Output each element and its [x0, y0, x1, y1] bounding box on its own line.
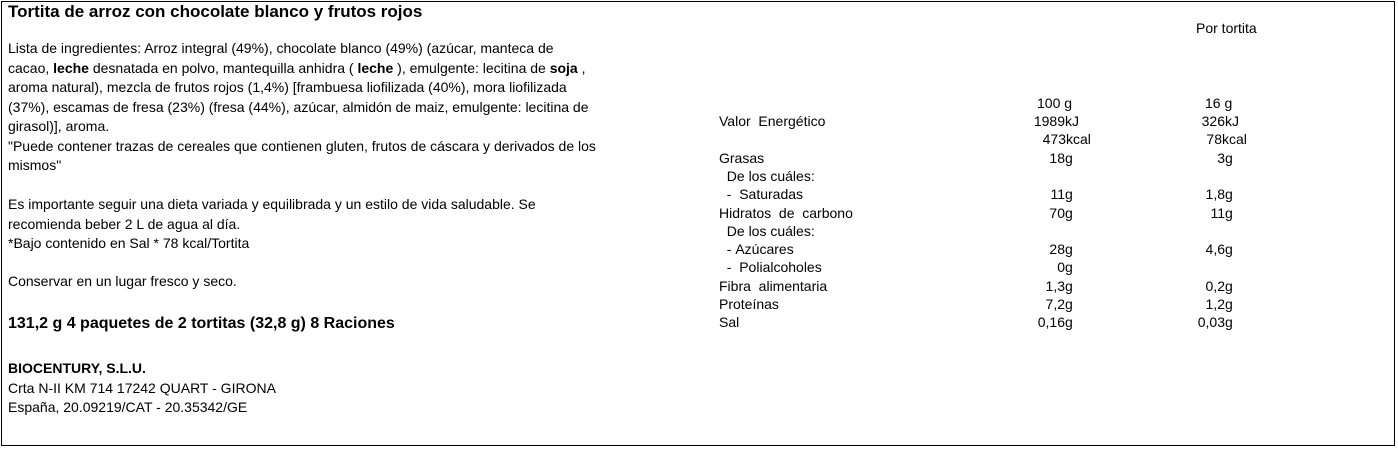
advice-line: recomienda beber 2 L de agua al día. — [8, 215, 241, 232]
nutrition-row — [0, 149, 1398, 167]
nutrient-label: De los cuáles: — [719, 167, 815, 184]
value-per-portion-unit: g — [1225, 204, 1233, 221]
value-per-portion — [1210, 204, 1234, 222]
ingredient-text: ), emulgente: lecitina de — [393, 59, 550, 76]
value-per-100g-unit: g — [1065, 149, 1073, 166]
nutrition-row — [0, 258, 1398, 276]
advice-line: Es importante seguir una dieta variada y equilibrada y un estilo de vida saludable. Se — [8, 196, 536, 212]
value-per-portion — [1206, 277, 1234, 295]
nutrient-label: De los cuáles: — [719, 222, 815, 239]
value-per-100g-unit: g — [1065, 241, 1073, 258]
value-per-portion-unit: g — [1225, 277, 1233, 294]
nutrient-label: - Saturadas — [719, 186, 804, 203]
value-per-portion-value: 0,2 — [1205, 277, 1225, 294]
nutrition-row — [0, 295, 1398, 313]
nutrient-label: - Azúcares — [719, 241, 794, 258]
ingredient-text: (37%), escamas de fresa (23%) (fresa (44%), azúcar, almidón de maiz, emulgente: lecitina de — [8, 98, 589, 115]
value-per-100g-value: 0,16 — [1037, 314, 1065, 331]
value-per-portion-value: 78 — [1206, 131, 1222, 148]
col-100g-header: 100 g — [1037, 95, 1073, 111]
value-per-100g — [1049, 204, 1074, 222]
nutrient-label: - Polialcoholes — [719, 259, 822, 276]
company-info — [8, 359, 276, 418]
nutrition-row — [0, 240, 1398, 258]
value-per-100g-value: 473 — [1042, 131, 1066, 148]
low-salt-note: *Bajo contenido en Sal * 78 kcal/Tortita — [8, 235, 250, 251]
ingredient-text: desnatada en polvo, mantequilla anhidra ( — [88, 59, 358, 76]
value-per-100g — [1049, 240, 1074, 258]
value-per-100g-unit: g — [1065, 204, 1073, 221]
value-per-100g — [1057, 258, 1074, 276]
value-per-100g — [1050, 185, 1074, 203]
nutrition-row — [0, 204, 1398, 222]
ingredient-text: girasol)], aroma. — [8, 118, 110, 134]
ingredients-line — [8, 59, 596, 79]
company-name: BIOCENTURY, S.L.U. — [8, 360, 146, 376]
value-per-100g-value: 28 — [1049, 241, 1065, 258]
value-per-portion-unit: g — [1225, 296, 1233, 312]
value-per-portion-value: 1,2 — [1205, 296, 1225, 312]
nutrition-header-row — [0, 94, 1398, 112]
value-per-portion-value: 326 — [1201, 113, 1225, 129]
value-per-100g — [1034, 112, 1081, 130]
net-weight: 131,2 g 4 paquetes de 2 tortitas (32,8 g) 8 Raciones — [8, 315, 395, 332]
value-per-portion-value: 3 — [1217, 149, 1225, 166]
nutrient-label: Hidratos de carbono — [719, 204, 853, 221]
value-per-portion — [1206, 240, 1234, 258]
ingredient-text: cacao, — [8, 59, 54, 76]
ingredient-text: mismos" — [8, 157, 62, 173]
value-per-100g-value: 18 — [1049, 149, 1065, 166]
value-per-100g-value: 1,3 — [1045, 277, 1065, 294]
nutrition-row — [0, 222, 1398, 240]
value-per-portion-value: 4,6 — [1205, 241, 1225, 258]
nutrition-row — [0, 277, 1398, 295]
nutrition-row — [0, 313, 1398, 331]
value-per-100g-unit: kcal — [1066, 131, 1091, 148]
ingredients-line — [8, 39, 596, 59]
value-per-portion — [1206, 130, 1252, 148]
value-per-portion — [1202, 112, 1241, 130]
value-per-portion — [1198, 313, 1234, 331]
value-per-portion-unit: g — [1225, 149, 1233, 166]
value-per-100g-value: 11 — [1050, 186, 1065, 203]
storage-instructions: Conservar en un lugar fresco y seco. — [8, 273, 237, 289]
value-per-100g-unit: g — [1065, 277, 1073, 294]
value-per-100g-unit: g — [1065, 314, 1073, 331]
nutrient-label: Sal — [719, 314, 740, 331]
nutrient-label: Proteínas — [719, 296, 779, 312]
value-per-100g-unit: kJ — [1065, 113, 1079, 129]
nutrition-row — [0, 185, 1398, 203]
ingredient-text: , — [577, 59, 586, 76]
nutrition-row — [0, 167, 1398, 185]
value-per-100g — [1049, 149, 1074, 167]
value-per-100g-unit: g — [1065, 259, 1073, 276]
value-per-portion-unit: g — [1225, 186, 1233, 203]
ingredient-text: "Puede contener trazas de cereales que contienen gluten, frutos de cáscara y derivados de los — [8, 137, 596, 154]
value-per-portion — [1206, 185, 1234, 203]
value-per-portion-unit: g — [1225, 241, 1233, 258]
value-per-100g-value: 7,2 — [1045, 296, 1065, 312]
value-per-portion-unit: kcal — [1222, 131, 1247, 148]
col-portion-header: 16 g — [1205, 95, 1233, 111]
value-per-100g-value: 1989 — [1033, 113, 1065, 129]
value-per-100g — [1046, 277, 1074, 295]
value-per-portion-value: 1,8 — [1205, 186, 1225, 203]
per-portion-header: Por tortita — [1196, 20, 1257, 36]
value-per-100g-value: 0 — [1057, 259, 1065, 276]
company-address: Crta N-II KM 714 17242 QUART - GIRONA — [8, 379, 276, 396]
nutrition-row — [0, 130, 1398, 148]
value-per-portion-value: 11 — [1210, 204, 1225, 221]
ingredient-text: aroma natural), mezcla de frutos rojos (1,4%) [frambuesa liofilizada (40%), mora liofilizada — [8, 79, 567, 95]
nutrient-label: Grasas — [719, 149, 765, 166]
nutrient-label: Fibra alimentaria — [719, 277, 828, 294]
ingredient-text: Lista de ingredientes: Arroz integral (49%), chocolate blanco (49%) (azúcar, manteca de — [8, 40, 554, 56]
value-per-100g-value: 70 — [1049, 204, 1065, 221]
nutrient-label: Valor Energético — [719, 113, 826, 129]
value-per-100g — [1046, 295, 1074, 313]
product-title: Tortita de arroz con chocolate blanco y frutos rojos — [8, 2, 423, 21]
value-per-100g-unit: g — [1065, 296, 1073, 312]
allergen-text: leche — [357, 59, 394, 76]
value-per-portion — [1217, 149, 1234, 167]
allergen-text: leche — [53, 59, 89, 76]
company-registry: España, 20.09219/CAT - 20.35342/GE — [8, 399, 248, 415]
allergen-text: soja — [549, 59, 578, 76]
value-per-100g — [1038, 313, 1074, 331]
value-per-portion — [1206, 295, 1234, 313]
value-per-portion-unit: kJ — [1225, 113, 1239, 129]
value-per-100g — [1043, 130, 1096, 148]
value-per-portion-value: 0,03 — [1197, 314, 1225, 331]
value-per-portion-unit: g — [1225, 314, 1233, 331]
value-per-100g-unit: g — [1065, 186, 1073, 203]
nutrition-row — [0, 112, 1398, 130]
